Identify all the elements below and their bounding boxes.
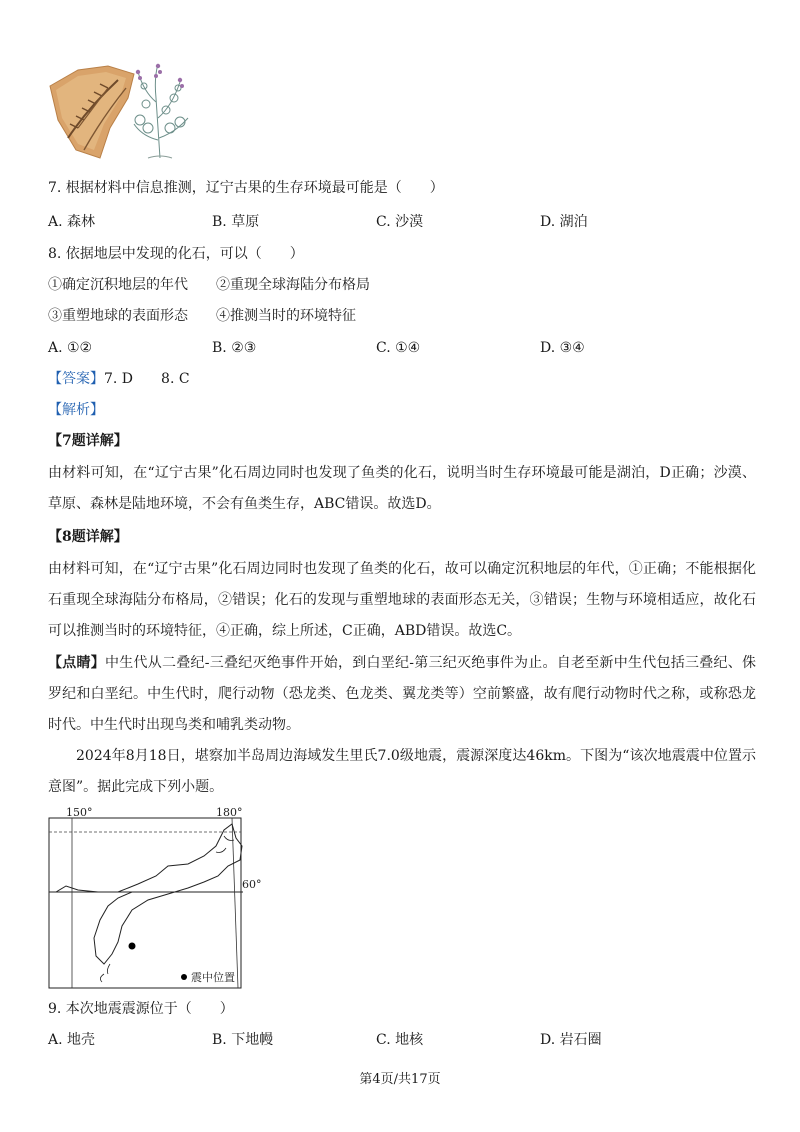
question-9-stem: 9. 本次地震震源位于（ ） xyxy=(48,1001,234,1017)
detail-8-text: 由材料可知，在“辽宁古果”化石周边同时也发现了鱼类的化石，故可以确定沉积地层的年代，①正确；不能根据化石重现全球海陆分布格局，②错误；化石的发现与重塑地球的表面形态无关，③错误；生物与环境相适应，故化石可以推测当时的环境特征，④正确，综上所述，C正确，ABD错误。故选C。 xyxy=(48,561,756,639)
legend-marker xyxy=(181,974,187,980)
q7-option-b[interactable]: B. 草原 xyxy=(212,214,260,230)
q8-option-d[interactable]: D. ③④ xyxy=(540,340,585,356)
answer-label: 【答案】 xyxy=(48,371,104,387)
answer-text: 7. D 8. C xyxy=(104,371,190,387)
question-8-stem: 8. 依据地层中发现的化石，可以（ ） xyxy=(48,246,304,262)
map-lon-left-label: 150° xyxy=(66,806,93,819)
question-7-stem: 7. 根据材料中信息推测，辽宁古果的生存环境最可能是（ ） xyxy=(48,180,444,196)
q9-option-d[interactable]: D. 岩石圈 xyxy=(540,1032,602,1048)
detail-7-text: 由材料可知，在“辽宁古果”化石周边同时也发现了鱼类的化石，说明当时生存环境最可能是湖泊，D正确；沙漠、草原、森林是陆地环境，不会有鱼类生存，ABC错误。故选D。 xyxy=(48,465,756,512)
q7-option-a[interactable]: A. 森林 xyxy=(48,214,96,230)
answer-line xyxy=(48,369,190,389)
q8-option-b[interactable]: B. ②③ xyxy=(212,340,257,356)
q9-option-a[interactable]: A. 地壳 xyxy=(48,1032,96,1048)
epicenter-marker xyxy=(129,943,136,950)
detail-8-label: 【8题详解】 xyxy=(48,529,128,545)
detail-7-label: 【7题详解】 xyxy=(48,433,128,449)
map-lat-label: 60° xyxy=(242,878,262,891)
fossil-and-plant-figure xyxy=(48,58,198,163)
q8-option-c[interactable]: C. ①④ xyxy=(376,340,421,356)
q7-option-d[interactable]: D. 湖泊 xyxy=(540,214,588,230)
comment-text: 中生代从二叠纪-三叠纪灭绝事件开始，到白垩纪-第三纪灭绝事件为止。自老至新中生代包括三叠纪、侏罗纪和白垩纪。中生代时，爬行动物（恐龙类、色龙类、翼龙类等）空前繁盛，故有爬行动物时代之称，或称恐龙时代。中生代时出现鸟类和哺乳类动物。 xyxy=(48,655,757,733)
intro-paragraph: 2024年8月18日，堪察加半岛周边海域发生里氏7.0级地震，震源深度达46km。下图为“该次地震震中位置示意图”。据此完成下列小题。 xyxy=(48,748,756,795)
q9-option-c[interactable]: C. 地核 xyxy=(376,1032,424,1048)
analysis-label: 【解析】 xyxy=(48,402,104,418)
q8-option-a[interactable]: A. ①② xyxy=(48,340,93,356)
q8-items-line-2: ③重塑地球的表面形态 ④推测当时的环境特征 xyxy=(48,308,356,324)
page-footer: 第4页/共17页 xyxy=(359,1072,441,1087)
epicenter-map xyxy=(48,806,262,989)
q9-option-b[interactable]: B. 下地幔 xyxy=(212,1032,274,1048)
comment-paragraph xyxy=(48,648,756,741)
q7-option-c[interactable]: C. 沙漠 xyxy=(376,214,424,230)
map-legend-text: 震中位置 xyxy=(191,971,235,984)
q8-items-line-1: ①确定沉积地层的年代 ②重现全球海陆分布格局 xyxy=(48,277,370,293)
map-lon-right-label: 180° xyxy=(216,806,243,819)
comment-label: 【点睛】 xyxy=(48,655,106,671)
